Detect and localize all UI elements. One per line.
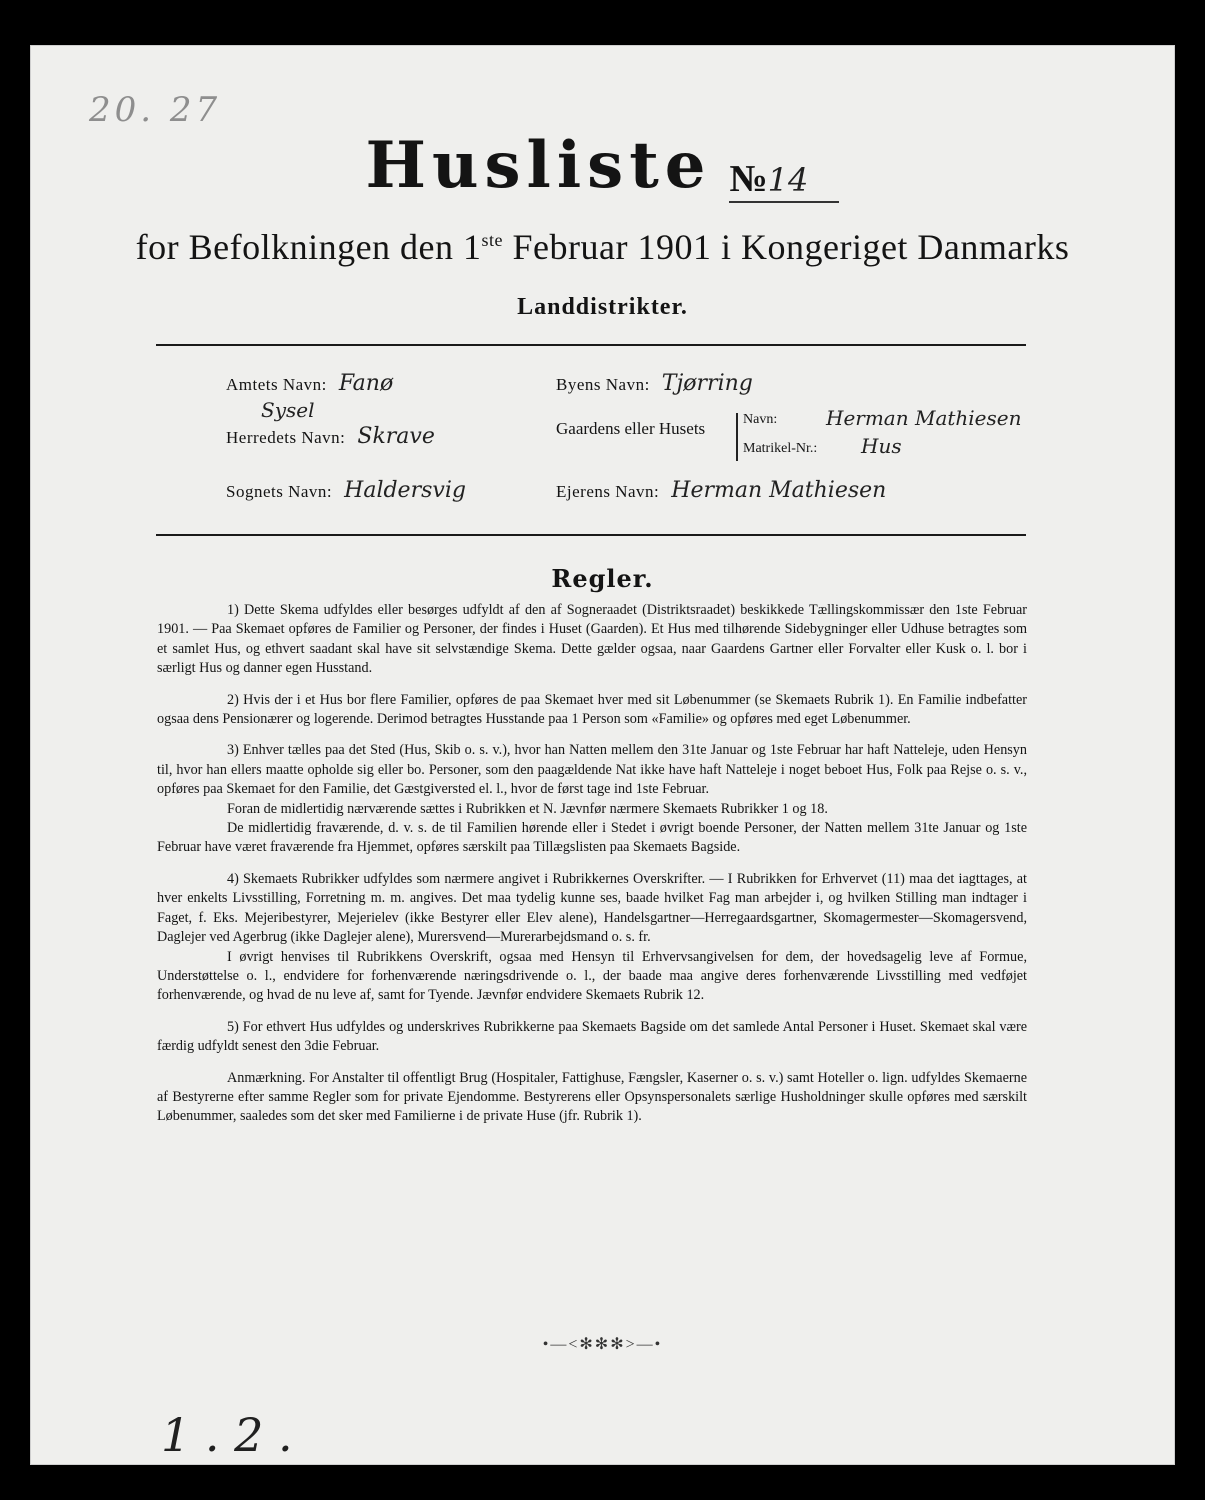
rule-paragraph: Foran de midlertidig nærværende sættes i Rubrikken et N. Jævnfør nærmere Skemaets Rubrikker 1 og 18. — [227, 800, 828, 817]
subtitle-pre: for Befolkningen den 1 — [135, 227, 482, 267]
navn-value: Herman Mathiesen — [826, 406, 1022, 430]
sogn-value: Haldersvig — [344, 478, 466, 503]
title-block — [31, 128, 1174, 203]
matrikel-label: Matrikel-Nr.: — [743, 441, 818, 456]
number-prefix: № — [729, 158, 768, 200]
amt-label: Amtets Navn: — [226, 375, 327, 394]
house-number — [729, 157, 839, 203]
navn-label: Navn: — [743, 412, 778, 427]
page-title: Husliste — [365, 128, 712, 203]
rule-paragraph: 4) Skemaets Rubrikker udfyldes som nærmere angivet i Rubrikkernes Overskrifter. — I Rubrikken for Erhvervet (11) maa det iagttages, at hver enkelts Livsstilling, Forretning m. m. angives. Det maa tydelig kunne ses, baade hvilket Fag man arbejder i, og hvilken Stilling man indtager i Faget, f. Eks. Mejeribestyrer, Mejerielev (ikke Bestyrer eller Elev alene), Handelsgartner—Herregaardsgartner, Skomagermester—Skomagersvend, Daglejer ved Agerbrug (ikke Daglejer alene), Murersvend—Murerarbejdsmand o. s. fr. — [157, 870, 1027, 946]
bottom-handwritten-note: 1 . 2 . — [161, 1408, 293, 1462]
rule-paragraph: 5) For ethvert Hus udfyldes og underskrives Rubrikkerne paa Skemaets Bagside om det samlede Antal Personer i Huset. Skemaet skal være færdig udfyldt senest den 3die Februar. — [157, 1018, 1027, 1055]
by-label: Byens Navn: — [556, 375, 650, 394]
by-field — [556, 371, 753, 396]
ejer-label: Ejerens Navn: — [556, 482, 660, 501]
rules-heading: Regler. — [551, 564, 654, 593]
district-heading: Landdistrikter. — [517, 294, 688, 320]
rule-paragraph: 1) Dette Skema udfyldes eller besørges udfyldt af den af Sogneraadet (Distriktsraadet) beskikkede Tællingskommissær den 1ste Februar 1901. — Paa Skemaet opføres de Familier og Personer, der findes i Huset (Gaarden). Et Hus med tilhørende Sidebygninger eller Udhuse betragtes som et samlet Hus, og ethvert saadant skal have sit selvstændige Skema. Dette gælder ogsaa, naar Gaardens Gartner eller Forvalter eller Kusk o. l. bor i særligt Hus og danner egen Husstand. — [157, 602, 1027, 677]
subtitle-sup: ste — [481, 230, 504, 250]
field-brace — [736, 413, 738, 461]
rules-body — [157, 601, 1027, 1139]
ejer-value: Herman Mathiesen — [671, 478, 887, 503]
by-value: Tjørring — [661, 371, 753, 396]
rule-paragraph: I øvrigt henvises til Rubrikkens Overskrift, ogsaa med Hensyn til Erhvervsangivelsen for dem, der hovedsagelig leve af Formue, Understøttelse o. l., endvidere for forhenværende næringsdrivende o. l., der baade maa angive deres forhenværende Livsstilling med vedføjet forhenværende, og hvad de nu leve af, samt for Tyende. Jævnfør endvidere Skemaets Rubrik 12. — [157, 948, 1027, 1004]
herred-overwrite: Sysel — [261, 398, 315, 422]
census-form-sheet — [30, 45, 1175, 1465]
top-divider — [156, 344, 1026, 346]
rule-paragraph: 2) Hvis der i et Hus bor flere Familier, opføres de paa Skemaet hver med sit Løbenummer (se Skemaets Rubrik 1). En Familie indbefatter ogsaa dens Pensionærer og logerende. Derimod betragtes Husstande paa 1 Person som «Familie» og opføres med eget Løbenummer. — [157, 691, 1027, 728]
amt-field — [226, 371, 393, 396]
rule-paragraph: 3) Enhver tælles paa det Sted (Hus, Skib o. s. v.), hvor han Natten mellem den 31te Januar og 1ste Februar har haft Natteleje, uden Hensyn til, hvor han ellers maatte opholde sig eller bo. Personer, som den paagældende Nat ikke have haft Natteleje i noget beboet Hus, Folk paa Rejse o. s. v., opføres paa Skemaet for den Familie, det Gæstgiversted el. l., hvor de først tage ind 1ste Februar. — [157, 742, 1027, 798]
husets-label: Gaardens eller Husets — [556, 419, 706, 438]
herred-value: Skrave — [357, 424, 435, 449]
herred-field — [226, 424, 435, 449]
sogn-field — [226, 478, 466, 503]
bottom-divider — [156, 534, 1026, 536]
remark-paragraph: Anmærkning. For Anstalter til offentligt Brug (Hospitaler, Fattighuse, Fængsler, Kaserner o. s. v.) samt Hoteller o. lign. udfyldes Skemaerne af Bestyrerne efter samme Regler som for private Ejendomme. Bestyrerens eller Opsynspersonalets særlige Husholdninger skulle opføres med særskilt Løbenummer, saaledes som det sker med Familierne i de private Huse (jfr. Rubrik 1). — [157, 1069, 1027, 1125]
amt-value: Fanø — [338, 371, 394, 396]
ornament-divider: •—<✻✻✻>—• — [542, 1336, 663, 1353]
herred-label: Herredets Navn: — [226, 428, 346, 447]
margin-pencil-note: 20. 27 — [89, 90, 222, 130]
house-number-value: 14 — [767, 161, 809, 199]
matrikel-value: Hus — [861, 434, 902, 458]
rule-paragraph: De midlertidig fraværende, d. v. s. de til Familien hørende eller i Stedet i øvrigt boende Personer, der Natten mellem 31te Januar og 1ste Februar have været fraværende fra Hjemmet, opføres særskilt paa Tillægslisten paa Skemaets Bagside. — [157, 820, 1027, 856]
ejer-field — [556, 478, 886, 503]
subtitle — [31, 226, 1174, 268]
subtitle-post: Februar 1901 i Kongeriget Danmarks — [503, 227, 1070, 267]
sogn-label: Sognets Navn: — [226, 482, 333, 501]
